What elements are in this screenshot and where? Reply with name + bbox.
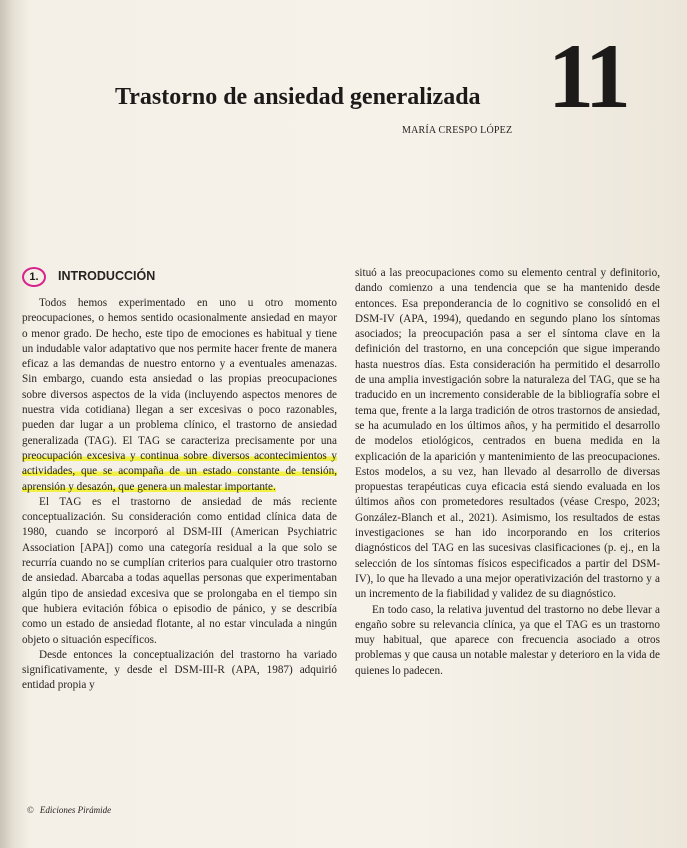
paragraph-continuation: situó a las preocupaciones como su elemento central y definitorio, dando comienzo a una tendencia que se ha mantenido desde entonces. Esa preponderancia de lo cognitivo se consolidó en el DSM-IV (APA, 1994), quedando en segundo plano los síntomas asociados; la preocupación pasa a ser el síntoma clave en la definición del trastorno, en una concepción que sigue imperando hasta nuestros días. Esta consideración ha permitido el desarrollo de una amplia investigación sobre la naturaleza del TAG, que se ha traducido en un incremento considerable de la bibliografía sobre el tema que, frente a la larga tradición de otros trastornos de ansiedad, se ha acumulado en los últimos años, y ha permitido el desarrollo de modelos etiológicos, centrados en buena medida en la explicación de la aparición y mantenimiento de las preocupaciones. Estos modelos, a su vez, han llevado al desarrollo de diversas propuestas terapéuticas cuya eficacia está siendo evaluada en los últimos años con prometedores resultados (véase Crespo, 2023; González-Blanch et al., 2021). Asimismo, los resultados de estas investigaciones se han ido incorporando en los criterios diagnósticos del TAG en las sucesivas clasificaciones (p. ej., en la selección de los síntomas físicos especificados a partir del DSM-IV), lo que ha llevado a una mejor operativización del trastorno y a un incremento de la fiabilidad y validez de su diagnóstico.: [355, 267, 660, 601]
copyright-symbol: ©: [27, 805, 34, 815]
section-title: INTRODUCCIÓN: [58, 269, 156, 283]
paragraph-intro: [22, 296, 337, 495]
chapter-title: Trastorno de ansiedad generalizada: [115, 84, 481, 110]
paragraph-relevance: En todo caso, la relativa juventud del trastorno no debe llevar a engaño sobre su relevancia clínica, ya que el TAG es un trastorno muy habitual, que aparece con frecuencia asociado a otros problemas y que causa un notable malestar y deterioro en la vida de quienes lo padecen.: [355, 603, 660, 677]
paragraph-history: El TAG es el trastorno de ansiedad de más reciente conceptualización. Su consideración como entidad clínica data de 1980, cuando se incorporó al DSM-III (American Psychiatric Association [APA]) como una categoría residual a la que solo se recurría cuando no se cumplían criterios para cualquier otro trastorno de ansiedad. Abarcaba a todas aquellas personas que experimentaban algún tipo de ansiedad excesiva que se prolongaba en el tiempo sin que hubiera evitación fóbica o episodio de pánico, y se describía como un estado de ansiedad flotante, al no estar vinculada a ningún objeto o situación específicos.: [22, 495, 337, 646]
paragraph-evolution: Desde entonces la conceptualización del trastorno ha variado significativamente, y desde el DSM-III-R (APA, 1987) adquirió entidad propia y: [22, 648, 337, 692]
right-column: [355, 266, 660, 679]
author-name: MARÍA CRESPO LÓPEZ: [402, 125, 513, 136]
paragraph-text: Todos hemos experimentado en uno u otro momento preocupaciones, o hemos sentido ocasionalmente ansiedad en mayor o menor grado. De hecho, este tipo de emociones es habitual y tiene un indudable valor adaptativo que nos permite hacer frente de manera eficaz a las demandas de nuestro entorno y a eventuales amenazas. Sin embargo, cuando esta ansiedad o las propias preocupaciones sobre diversos aspectos de la vida (incluyendo aspectos menores de nuestra vida cotidiana) llegan a ser excesivas o poco razonables, pueden dar lugar a un problema clínico, el trastorno de ansiedad generalizada (TAG). El TAG se caracteriza precisamente por una: [22, 297, 337, 447]
section-number-circled: 1.: [22, 267, 46, 287]
highlighted-text: preocupación excesiva y continua sobre diversos acontecimientos y actividades, que se acompaña de un estado constante de tensión, aprensión y desazón, que genera un malestar importante.: [22, 449, 337, 493]
chapter-number: 11: [548, 25, 627, 127]
page-footer: [27, 804, 111, 816]
left-column: [22, 296, 337, 694]
publisher-name: Ediciones Pirámide: [39, 805, 112, 815]
section-heading: [22, 266, 155, 286]
